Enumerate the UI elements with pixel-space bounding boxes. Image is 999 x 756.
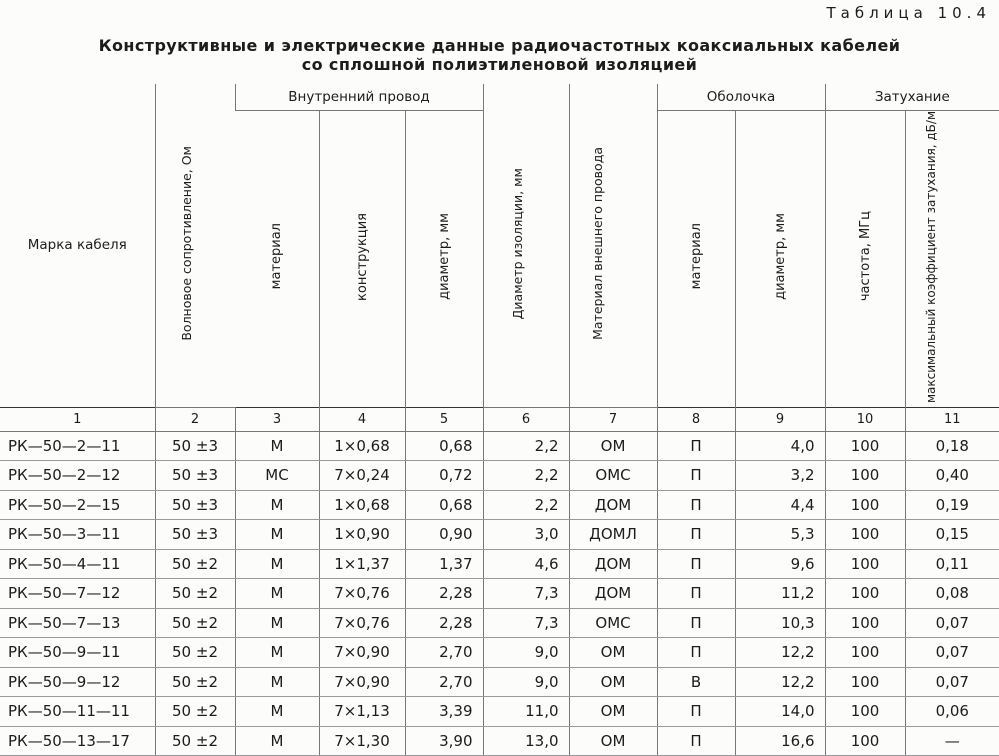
header-sheath-material — [657, 110, 735, 407]
cell-sheath-material: П — [657, 490, 735, 520]
cell-impedance: 50 ±2 — [155, 667, 235, 697]
cell-impedance: 50 ±2 — [155, 697, 235, 727]
column-number: 11 — [905, 407, 999, 431]
cell-insulation-diameter: 2,2 — [483, 461, 569, 491]
cell-insulation-diameter: 7,3 — [483, 608, 569, 638]
header-frequency-text: частота, МГц — [857, 211, 873, 302]
cell-outer-material: ОМС — [569, 461, 657, 491]
cell-inner-construction: 1×0,68 — [319, 431, 405, 461]
header-frequency — [825, 110, 905, 407]
cell-insulation-diameter: 9,0 — [483, 667, 569, 697]
cable-data-table — [0, 84, 999, 756]
cell-outer-material: ДОМ — [569, 579, 657, 609]
cell-frequency: 100 — [825, 697, 905, 727]
table-row — [0, 608, 999, 638]
cell-max-attenuation: 0,07 — [905, 638, 999, 668]
table-title-line-1: Конструктивные и электрические данные радиочастотных коаксиальных кабелей — [98, 36, 901, 55]
cell-outer-material: ДОМ — [569, 549, 657, 579]
table-row — [0, 461, 999, 491]
cell-impedance: 50 ±3 — [155, 431, 235, 461]
header-inner-diameter-text: диаметр, мм — [436, 213, 452, 300]
cell-inner-material: М — [235, 608, 319, 638]
cell-inner-construction: 7×0,76 — [319, 608, 405, 638]
cell-inner-construction: 1×0,68 — [319, 490, 405, 520]
cell-sheath-material: П — [657, 579, 735, 609]
header-max-attenuation — [905, 110, 999, 407]
cell-outer-material: ОМ — [569, 431, 657, 461]
header-inner-material — [235, 110, 319, 407]
cell-frequency: 100 — [825, 431, 905, 461]
cell-outer-material: ОМ — [569, 697, 657, 727]
cell-inner-diameter: 3,90 — [405, 726, 483, 756]
cell-impedance: 50 ±2 — [155, 726, 235, 756]
header-insulation-diameter — [483, 84, 569, 407]
cell-inner-construction: 7×0,90 — [319, 638, 405, 668]
column-number: 9 — [735, 407, 825, 431]
column-number: 2 — [155, 407, 235, 431]
table-number-label: Таблица 10.4 — [826, 4, 991, 22]
header-sheath-diameter-text: диаметр, мм — [772, 213, 788, 300]
cell-brand: РК—50—2—12 — [0, 461, 155, 491]
cell-max-attenuation: 0,07 — [905, 608, 999, 638]
cell-inner-diameter: 0,68 — [405, 431, 483, 461]
cell-frequency: 100 — [825, 608, 905, 638]
cell-inner-diameter: 1,37 — [405, 549, 483, 579]
column-number: 1 — [0, 407, 155, 431]
cell-sheath-material: П — [657, 697, 735, 727]
cell-inner-construction: 7×1,13 — [319, 697, 405, 727]
cell-insulation-diameter: 2,2 — [483, 431, 569, 461]
cell-outer-material: ОМ — [569, 638, 657, 668]
cell-sheath-material: П — [657, 520, 735, 550]
cell-inner-material: М — [235, 667, 319, 697]
table-row — [0, 520, 999, 550]
header-outer-conductor-material-text: Материал внешнего провода — [590, 146, 606, 340]
cell-sheath-diameter: 14,0 — [735, 697, 825, 727]
header-inner-construction — [319, 110, 405, 407]
cell-inner-material: М — [235, 579, 319, 609]
cell-sheath-diameter: 16,6 — [735, 726, 825, 756]
cell-insulation-diameter: 9,0 — [483, 638, 569, 668]
header-inner-material-text: материал — [269, 223, 285, 290]
header-outer-conductor-material — [569, 84, 657, 407]
cell-outer-material: ОМ — [569, 726, 657, 756]
cell-max-attenuation: 0,11 — [905, 549, 999, 579]
table-row — [0, 638, 999, 668]
cell-inner-material: М — [235, 726, 319, 756]
cell-inner-construction: 7×0,90 — [319, 667, 405, 697]
header-attenuation: Затухание — [825, 84, 999, 110]
cell-inner-material: М — [235, 697, 319, 727]
cell-inner-material: М — [235, 520, 319, 550]
cell-brand: РК—50—7—12 — [0, 579, 155, 609]
cell-inner-diameter: 3,39 — [405, 697, 483, 727]
cell-inner-material: М — [235, 549, 319, 579]
header-impedance-text: Волновое сопротивление, Ом — [179, 145, 194, 341]
cell-inner-diameter: 2,28 — [405, 579, 483, 609]
cell-frequency: 100 — [825, 549, 905, 579]
cell-inner-construction: 1×0,90 — [319, 520, 405, 550]
header-sheath-material-text: материал — [688, 223, 704, 290]
table-row — [0, 726, 999, 756]
cell-brand: РК—50—2—15 — [0, 490, 155, 520]
cell-insulation-diameter: 13,0 — [483, 726, 569, 756]
cell-outer-material: ОМС — [569, 608, 657, 638]
column-number: 7 — [569, 407, 657, 431]
cell-max-attenuation: 0,40 — [905, 461, 999, 491]
cell-brand: РК—50—11—11 — [0, 697, 155, 727]
table-row — [0, 667, 999, 697]
cell-sheath-material: П — [657, 431, 735, 461]
cell-sheath-diameter: 9,6 — [735, 549, 825, 579]
cell-insulation-diameter: 4,6 — [483, 549, 569, 579]
cell-brand: РК—50—2—11 — [0, 431, 155, 461]
cell-sheath-diameter: 12,2 — [735, 667, 825, 697]
cell-sheath-diameter: 10,3 — [735, 608, 825, 638]
cell-inner-diameter: 0,72 — [405, 461, 483, 491]
cell-brand: РК—50—3—11 — [0, 520, 155, 550]
cell-inner-diameter: 0,90 — [405, 520, 483, 550]
cell-inner-material: М — [235, 490, 319, 520]
table-row — [0, 490, 999, 520]
cell-outer-material: ОМ — [569, 667, 657, 697]
cell-max-attenuation: 0,06 — [905, 697, 999, 727]
cell-insulation-diameter: 3,0 — [483, 520, 569, 550]
header-max-attenuation-text: максимальный коэффициент затухания, дБ/м — [924, 110, 939, 403]
cell-outer-material: ДОМ — [569, 490, 657, 520]
table-title-line-2: со сплошной полиэтиленовой изоляцией — [301, 55, 698, 74]
cell-sheath-material: П — [657, 638, 735, 668]
table-row — [0, 579, 999, 609]
cell-brand: РК—50—4—11 — [0, 549, 155, 579]
cell-frequency: 100 — [825, 638, 905, 668]
header-inner-conductor: Внутренний провод — [235, 84, 483, 110]
cell-inner-diameter: 2,70 — [405, 667, 483, 697]
cell-impedance: 50 ±3 — [155, 490, 235, 520]
column-number: 3 — [235, 407, 319, 431]
cell-inner-material: М — [235, 431, 319, 461]
cell-sheath-diameter: 4,0 — [735, 431, 825, 461]
cell-sheath-diameter: 3,2 — [735, 461, 825, 491]
cell-frequency: 100 — [825, 579, 905, 609]
cell-inner-material: М — [235, 638, 319, 668]
cell-frequency: 100 — [825, 490, 905, 520]
cell-insulation-diameter: 11,0 — [483, 697, 569, 727]
column-number: 5 — [405, 407, 483, 431]
cell-sheath-material: П — [657, 726, 735, 756]
cell-insulation-diameter: 2,2 — [483, 490, 569, 520]
header-insulation-diameter-text: Диаметр изоляции, мм — [510, 167, 526, 319]
cell-inner-construction: 7×1,30 — [319, 726, 405, 756]
header-brand: Марка кабеля — [27, 237, 127, 254]
cell-frequency: 100 — [825, 520, 905, 550]
column-number-row — [0, 407, 999, 431]
cell-inner-construction: 7×0,24 — [319, 461, 405, 491]
cell-max-attenuation: 0,08 — [905, 579, 999, 609]
cell-sheath-material: П — [657, 608, 735, 638]
column-number: 6 — [483, 407, 569, 431]
cell-max-attenuation: 0,19 — [905, 490, 999, 520]
column-number: 8 — [657, 407, 735, 431]
cell-max-attenuation: 0,15 — [905, 520, 999, 550]
cell-inner-construction: 1×1,37 — [319, 549, 405, 579]
cell-max-attenuation: — — [905, 726, 999, 756]
cell-frequency: 100 — [825, 667, 905, 697]
cell-sheath-diameter: 12,2 — [735, 638, 825, 668]
cell-impedance: 50 ±2 — [155, 608, 235, 638]
cell-sheath-diameter: 5,3 — [735, 520, 825, 550]
column-number: 4 — [319, 407, 405, 431]
cell-outer-material: ДОМЛ — [569, 520, 657, 550]
cell-sheath-diameter: 11,2 — [735, 579, 825, 609]
cell-inner-diameter: 2,70 — [405, 638, 483, 668]
cell-max-attenuation: 0,18 — [905, 431, 999, 461]
cell-sheath-material: П — [657, 549, 735, 579]
cell-max-attenuation: 0,07 — [905, 667, 999, 697]
table-row — [0, 697, 999, 727]
table-row — [0, 431, 999, 461]
cell-inner-diameter: 0,68 — [405, 490, 483, 520]
cell-impedance: 50 ±2 — [155, 638, 235, 668]
table-title — [0, 36, 999, 74]
cell-brand: РК—50—13—17 — [0, 726, 155, 756]
cell-brand: РК—50—7—13 — [0, 608, 155, 638]
cell-frequency: 100 — [825, 461, 905, 491]
header-inner-construction-text: конструкция — [354, 212, 370, 301]
table-row — [0, 549, 999, 579]
cell-sheath-diameter: 4,4 — [735, 490, 825, 520]
cell-inner-diameter: 2,28 — [405, 608, 483, 638]
header-sheath: Оболочка — [657, 84, 825, 110]
cell-sheath-material: П — [657, 461, 735, 491]
cell-insulation-diameter: 7,3 — [483, 579, 569, 609]
cell-impedance: 50 ±3 — [155, 520, 235, 550]
table-body — [0, 431, 999, 756]
column-number: 10 — [825, 407, 905, 431]
cell-impedance: 50 ±3 — [155, 461, 235, 491]
cell-impedance: 50 ±2 — [155, 549, 235, 579]
header-impedance — [155, 84, 235, 407]
header-inner-diameter — [405, 110, 483, 407]
cell-impedance: 50 ±2 — [155, 579, 235, 609]
cell-sheath-material: В — [657, 667, 735, 697]
cell-inner-construction: 7×0,76 — [319, 579, 405, 609]
cell-inner-material: МС — [235, 461, 319, 491]
cell-brand: РК—50—9—12 — [0, 667, 155, 697]
header-sheath-diameter — [735, 110, 825, 407]
cell-frequency: 100 — [825, 726, 905, 756]
cell-brand: РК—50—9—11 — [0, 638, 155, 668]
